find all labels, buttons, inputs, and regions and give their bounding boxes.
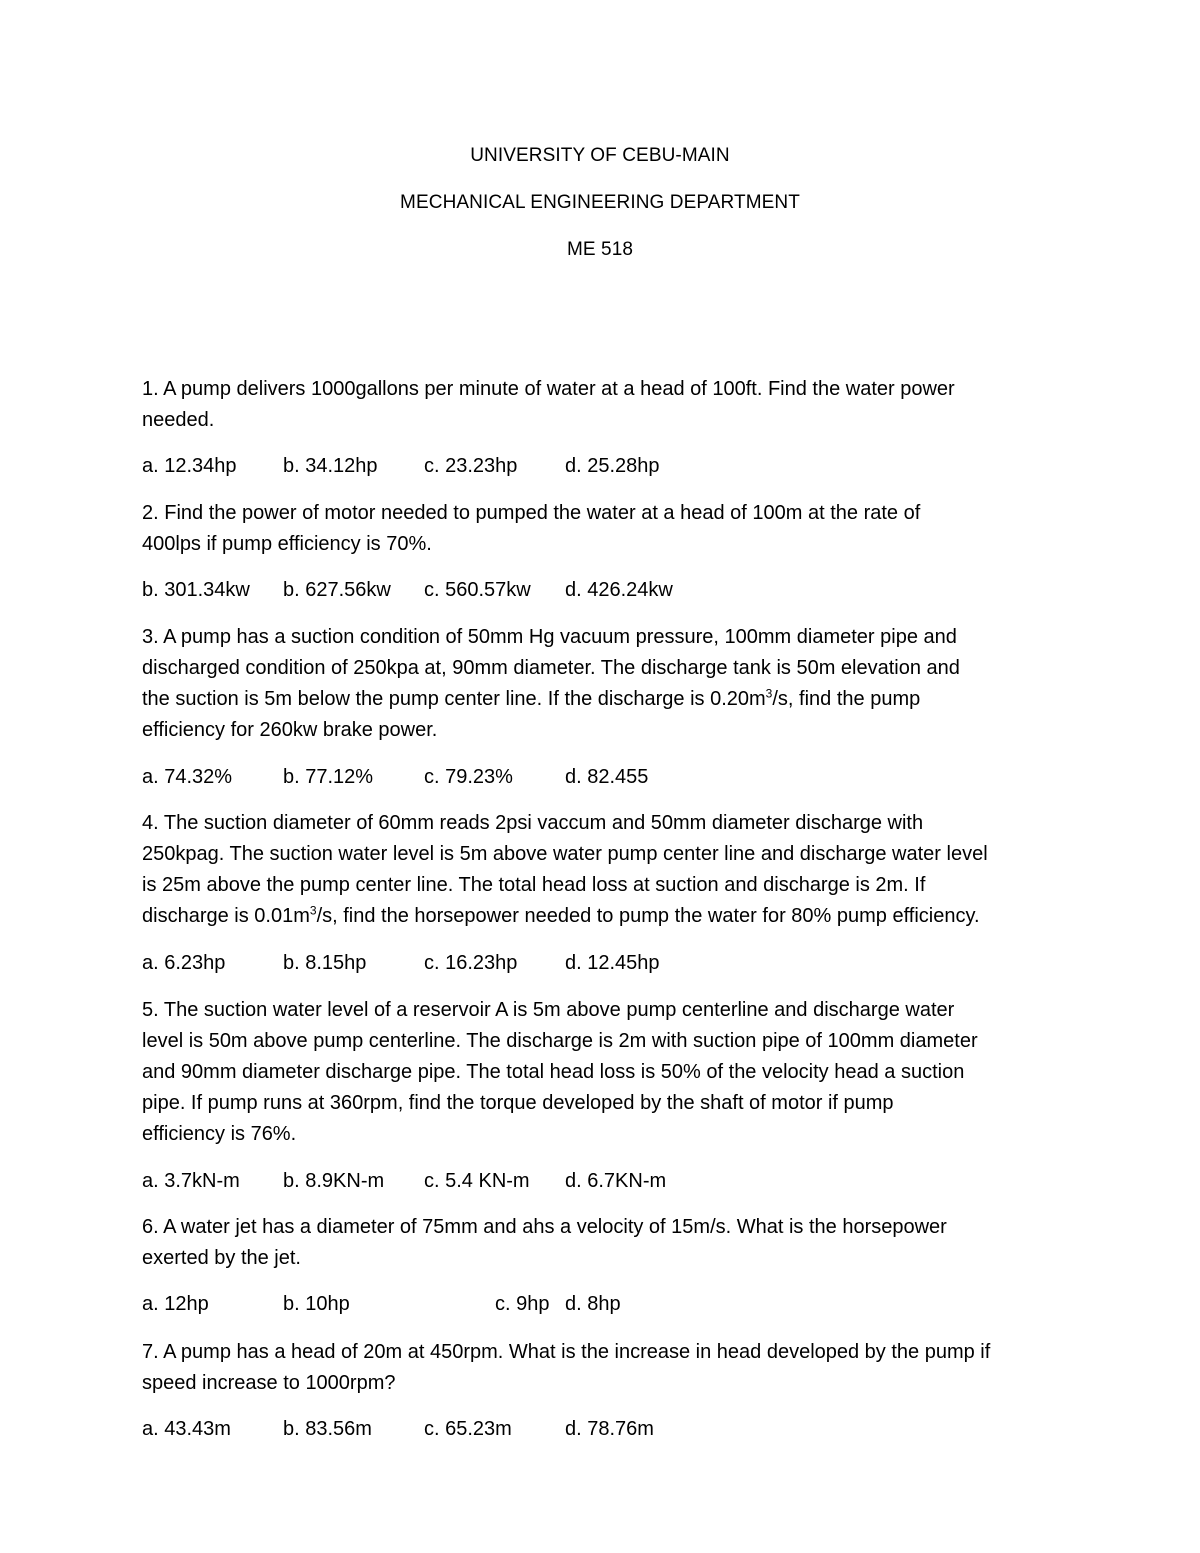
choice-c: c. 560.57kw xyxy=(424,579,531,601)
choice-c: c. 79.23% xyxy=(424,766,513,788)
question-4-line-3: is 25m above the pump center line. The total head loss at suction and discharge is 2m. If xyxy=(142,874,926,896)
question-5-line-4: pipe. If pump runs at 360rpm, find the torque developed by the shaft of motor if pump xyxy=(142,1092,894,1114)
question-2-line-1: 2. Find the power of motor needed to pumped the water at a head of 100m at the rate of xyxy=(142,502,921,524)
choice-b: b. 8.9KN-m xyxy=(283,1170,385,1192)
choice-c: c. 23.23hp xyxy=(424,455,518,477)
question-2 xyxy=(142,498,1072,601)
question-6 xyxy=(142,1212,1072,1315)
choice-a: b. 301.34kw xyxy=(142,579,250,601)
question-4-line-2: 250kpag. The suction water level is 5m above water pump center line and discharge water level xyxy=(142,843,988,865)
choice-a: a. 6.23hp xyxy=(142,952,226,974)
choice-b: b. 77.12% xyxy=(283,766,374,788)
question-1 xyxy=(142,374,1072,477)
choice-c: c. 9hp xyxy=(495,1293,550,1315)
choice-a: a. 12hp xyxy=(142,1293,209,1315)
superscript-3: 3 xyxy=(309,903,317,918)
choice-a: a. 43.43m xyxy=(142,1418,231,1440)
university-title: UNIVERSITY OF CEBU-MAIN xyxy=(470,145,730,166)
question-3-line-3: the suction is 5m below the pump center line. If the discharge is $0.20m^3/s$, find the pump xyxy=(142,686,921,710)
question-5 xyxy=(142,995,1072,1192)
choice-b: b. 8.15hp xyxy=(283,952,367,974)
question-7-line-2: speed increase to 1000rpm? xyxy=(142,1372,396,1394)
choice-a: a. 74.32% xyxy=(142,766,233,788)
question-6-line-2: exerted by the jet. xyxy=(142,1247,301,1269)
question-6-line-1: 6. A water jet has a diameter of 75mm and ahs a velocity of 15m/s. What is the horsepower xyxy=(142,1216,947,1238)
superscript-3: 3 xyxy=(765,686,773,701)
question-3-line-2: discharged condition of 250kpa at, 90mm diameter. The discharge tank is 50m elevation and xyxy=(142,657,960,679)
choice-d: d. 82.455 xyxy=(565,766,649,788)
question-5-line-1: 5. The suction water level of a reservoir A is 5m above pump centerline and discharge water xyxy=(142,999,955,1021)
choice-a: a. 12.34hp xyxy=(142,455,237,477)
question-3-line-1: 3. A pump has a suction condition of 50mm Hg vacuum pressure, 100mm diameter pipe and xyxy=(142,626,957,648)
question-7 xyxy=(142,1337,1072,1440)
question-7-line-1: 7. A pump has a head of 20m at 450rpm. What is the increase in head developed by the pump if xyxy=(142,1341,991,1363)
choice-d: d. 426.24kw xyxy=(565,579,673,601)
choice-c: c. 65.23m xyxy=(424,1418,512,1440)
choice-a: a. 3.7kN-m xyxy=(142,1170,240,1192)
choice-c: c. 5.4 KN-m xyxy=(424,1170,530,1192)
choice-d: d. 12.45hp xyxy=(565,952,660,974)
question-5-line-5: efficiency is 76%. xyxy=(142,1123,297,1145)
choice-c: c. 16.23hp xyxy=(424,952,518,974)
department-title: MECHANICAL ENGINEERING DEPARTMENT xyxy=(400,192,800,213)
choice-d: d. 25.28hp xyxy=(565,455,660,477)
question-5-line-2: level is 50m above pump centerline. The discharge is 2m with suction pipe of 100mm diameter xyxy=(142,1030,978,1052)
choice-d: d. 78.76m xyxy=(565,1418,654,1440)
choice-b: b. 83.56m xyxy=(283,1418,372,1440)
question-1-line-2: needed. xyxy=(142,409,215,431)
choice-b: b. 34.12hp xyxy=(283,455,378,477)
choice-d: d. 8hp xyxy=(565,1293,621,1315)
question-3 xyxy=(142,622,1072,788)
question-2-line-2: 400lps if pump efficiency is 70%. xyxy=(142,533,432,555)
question-4-line-4: discharge is $0.01m^3/s$, find the horsepower needed to pump the water for 80% pump efficiency. xyxy=(142,903,980,927)
question-5-line-3: and 90mm diameter discharge pipe. The total head loss is 50% of the velocity head a suction xyxy=(142,1061,965,1083)
question-4-line-1: 4. The suction diameter of 60mm reads 2psi vaccum and 50mm diameter discharge with xyxy=(142,812,924,834)
course-code: ME 518 xyxy=(566,239,634,260)
choice-b: b. 10hp xyxy=(283,1293,350,1315)
question-3-line-4: efficiency for 260kw brake power. xyxy=(142,719,438,741)
choice-d: d. 6.7KN-m xyxy=(565,1170,667,1192)
question-1-line-1: 1. A pump delivers 1000gallons per minute of water at a head of 100ft. Find the water power xyxy=(142,378,955,400)
question-4 xyxy=(142,808,1072,974)
choice-b: b. 627.56kw xyxy=(283,579,391,601)
